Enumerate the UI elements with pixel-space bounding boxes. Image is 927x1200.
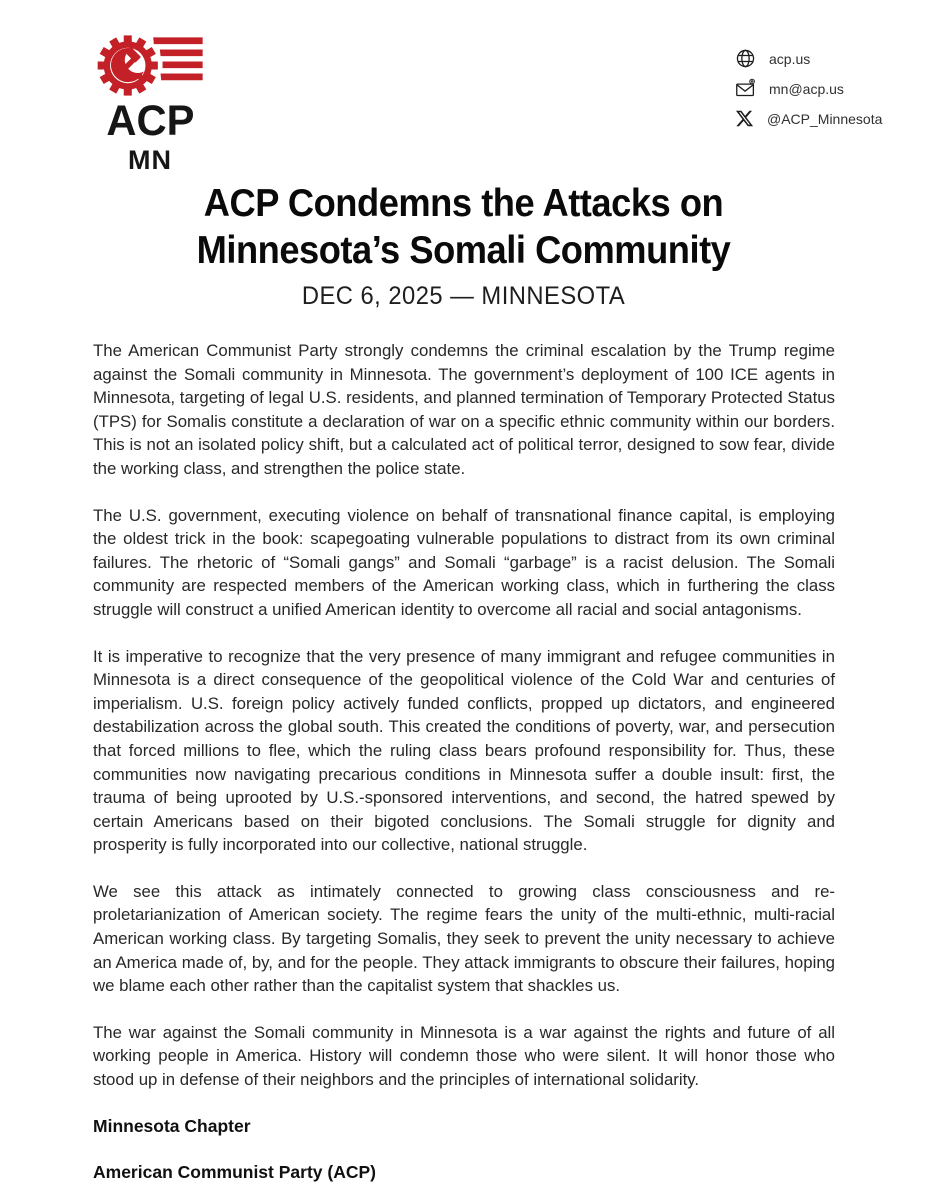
email-icon bbox=[735, 78, 756, 99]
signature-party: American Communist Party (ACP) bbox=[93, 1162, 376, 1183]
body-paragraph: It is imperative to recognize that the very presence of many immigrant and refugee communities in Minnesota is a direct consequence of the geopolitical violence of the Cold War and centuries of imperialism. U.S. foreign policy actively funded conflicts, propped up dictators, and engineered destabilization across the global south. This created the conditions of poverty, war, and persecution that forced millions to flee, which the ruling class bears profound responsibility for. Thus, these communities now navigating precarious conditions in Minnesota suffer a double insult: first, the trauma of being uprooted by U.S.-sponsored interventions, and second, the hatred spewed by certain Americans based on their bigoted conclusions. The Somali struggle for dignity and prosperity is fully incorporated into our collective, national struggle. bbox=[93, 646, 835, 855]
body-paragraph: We see this attack as intimately connected to growing class consciousness and re-proletarianization of American society. The regime fears the unity of the multi-ethnic, multi-racial American working class. By targeting Somalis, they seek to prevent the unity necessary to achieve an America made of, by, and for the people. They attack immigrants to obscure their failures, hoping we blame each other rather than the capitalist system that shackles us. bbox=[93, 881, 835, 996]
contact-row-x-handle bbox=[735, 108, 882, 129]
x-handle-text: @ACP_Minnesota bbox=[767, 110, 883, 127]
press-release-body bbox=[93, 339, 835, 1200]
logo-wordmark: ACP bbox=[105, 97, 195, 145]
contact-block bbox=[735, 48, 882, 129]
title-line-2: Minnesota’s Somali Community bbox=[196, 229, 731, 272]
body-paragraph: The American Communist Party strongly condemns the criminal escalation by the Trump regime against the Somali community in Minnesota. The government’s deployment of 100 ICE agents in Minnesota, targeting of legal U.S. residents, and planned termination of Temporary Protected Status (TPS) for Somalis constitute a declaration of war on a specific ethnic community within our borders. This is not an isolated policy shift, but a calculated act of political terror, designed to sow fear, divide the working class, and strengthen the police state. bbox=[93, 341, 835, 478]
acp-logo bbox=[94, 32, 206, 174]
title-line-1: ACP Condemns the Attacks on bbox=[203, 182, 724, 225]
email-text: mn@acp.us bbox=[769, 80, 844, 97]
body-paragraph: The war against the Somali community in Minnesota is a war against the rights and future of all working people in America. History will condemn those who were silent. It will honor those who stood up in defense of their neighbors and the principles of international solidarity. bbox=[93, 1022, 835, 1090]
globe-icon bbox=[735, 48, 756, 69]
hammer-sickle-gear-flag-icon bbox=[97, 32, 204, 99]
dateline: DEC 6, 2025 — MINNESOTA bbox=[301, 282, 626, 310]
logo-chapter-code: MN bbox=[128, 145, 172, 175]
contact-row-website bbox=[735, 48, 882, 69]
contact-row-email bbox=[735, 78, 882, 99]
page-title bbox=[32, 180, 894, 274]
x-logo-icon bbox=[735, 109, 754, 128]
body-paragraph: The U.S. government, executing violence on behalf of transnational finance capital, is employing the oldest trick in the book: scapegoating vulnerable populations to distract from its own criminal failures. The rhetoric of “Somali gangs” and Somali “garbage” is a racist delusion. The Somali community are respected members of the American working class, which in furthering the class struggle will construct a unified American identity to overcome all racial and social antagonisms. bbox=[93, 505, 835, 619]
signature-chapter: Minnesota Chapter bbox=[93, 1115, 251, 1136]
website-text: acp.us bbox=[769, 50, 811, 67]
